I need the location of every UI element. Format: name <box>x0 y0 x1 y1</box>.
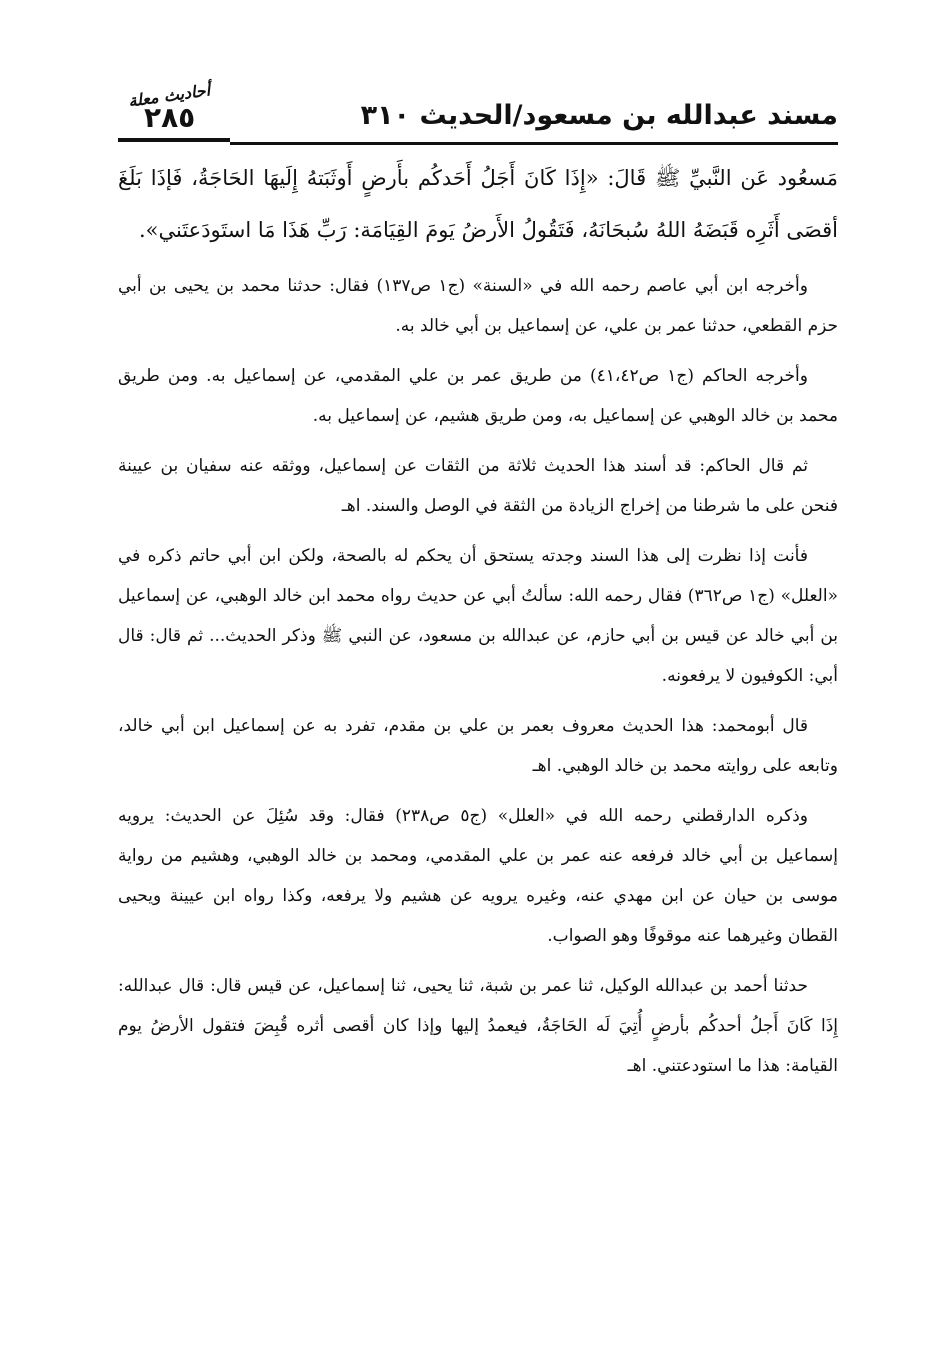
paragraph-hakim-takhrij: وأخرجه الحاكم (ج١ ص٤١،٤٢) من طريق عمر بن علي المقدمي، عن إسماعيل به. ومن طريق محمد بن خالد الوهبي عن إسماعيل به، ومن طريق هشيم، عن إسماعيل به. <box>118 366 838 426</box>
paragraph-ibn-abi-hatim: فأنت إذا نظرت إلى هذا السند وجدته يستحق أن يحكم له بالصحة، ولكن ابن أبي حاتم ذكره في «العلل» (ج١ ص٣٦٢) فقال رحمه الله: سألتُ أبي عن حديث رواه محمد ابن خالد الوهبي، عن إسماعيل بن أبي خالد عن قيس بن أبي حازم، عن عبدالله بن مسعود، عن النبي ﷺ وذكر الحديث... ثم قال: قال أبي: الكوفيون لا يرفعونه. <box>118 546 838 686</box>
page-number: ٢٨٥ <box>144 101 196 134</box>
paragraph-hakim-comment: ثم قال الحاكم: قد أسند هذا الحديث ثلاثة من الثقات عن إسماعيل، ووثقه عنه سفيان بن عيينة فنحن على ما شرطنا من إخراج الزيادة من الثقة في الوصل والسند. اهـ <box>118 456 838 516</box>
paragraph-isnad: حدثنا أحمد بن عبدالله الوكيل، ثنا عمر بن شبة، ثنا يحيى، ثنا إسماعيل، عن قيس قال: قال عبدالله: إِذَا كَانَ أَجلُ أحدكُم بأرضٍ أُتِيَ لَه الحَاجَةُ، فيعمدُ إليها وإذا كان أقصى أثره قُبِضَ فتقول الأرضُ يوم القيامة: هذا ما استودعتني. اهـ <box>118 976 838 1076</box>
hadith-quote-paragraph: مَسعُود عَن النَّبيِّ ﷺ قَالَ: «إِذَا كَانَ أَجَلُ أَحَدكُم بأَرضٍ أَوثَبَتهُ إِلَيهَا الحَاجَةُ، فَإذَا بَلَغَ أقصَى أَثَرِه قَبَضَهُ اللهُ سُبحَانَهُ، فَتَقُولُ الأَرضُ يَومَ القِيَامَة: رَبِّ هَذَا مَا استَودَعتَني». <box>118 166 838 242</box>
page-header <box>118 80 838 146</box>
header-rule <box>230 142 838 145</box>
paragraph-daraqutni: وذكره الدارقطني رحمه الله في «العلل» (ج٥ ص٢٣٨) فقال: وقد سُئِلَ عن الحديث: يرويه إسماعيل بن أبي خالد فرفعه عنه عمر بن علي المقدمي، ومحمد بن خالد الوهبي، وهشيم من رواية موسى بن حيان عن ابن مهدي عنه، وغيره يرويه عن هشيم ولا يرفعه، وكذا رواه ابن عيينة ويحيى القطان وغيرهما عنه موقوفًا وهو الصواب. <box>118 806 838 946</box>
header-title: مسند عبدالله بن مسعود/الحديث ٣١٠ <box>360 100 838 131</box>
handwritten-note: أحاديث معلة <box>127 80 212 111</box>
page-number-underline <box>118 138 230 142</box>
body-text <box>118 152 838 1086</box>
page-number-box <box>118 80 248 144</box>
paragraph-abu-muhammad: قال أبومحمد: هذا الحديث معروف بعمر بن علي بن مقدم، تفرد به عن إسماعيل ابن أبي خالد، وتابعه على روايته محمد بن خالد الوهبي. اهـ <box>118 716 838 776</box>
paragraph-ibn-abi-asim: وأخرجه ابن أبي عاصم رحمه الله في «السنة» (ج١ ص١٣٧) فقال: حدثنا محمد بن يحيى بن أبي حزم القطعي، حدثنا عمر بن علي، عن إسماعيل بن أبي خالد به. <box>118 276 838 336</box>
